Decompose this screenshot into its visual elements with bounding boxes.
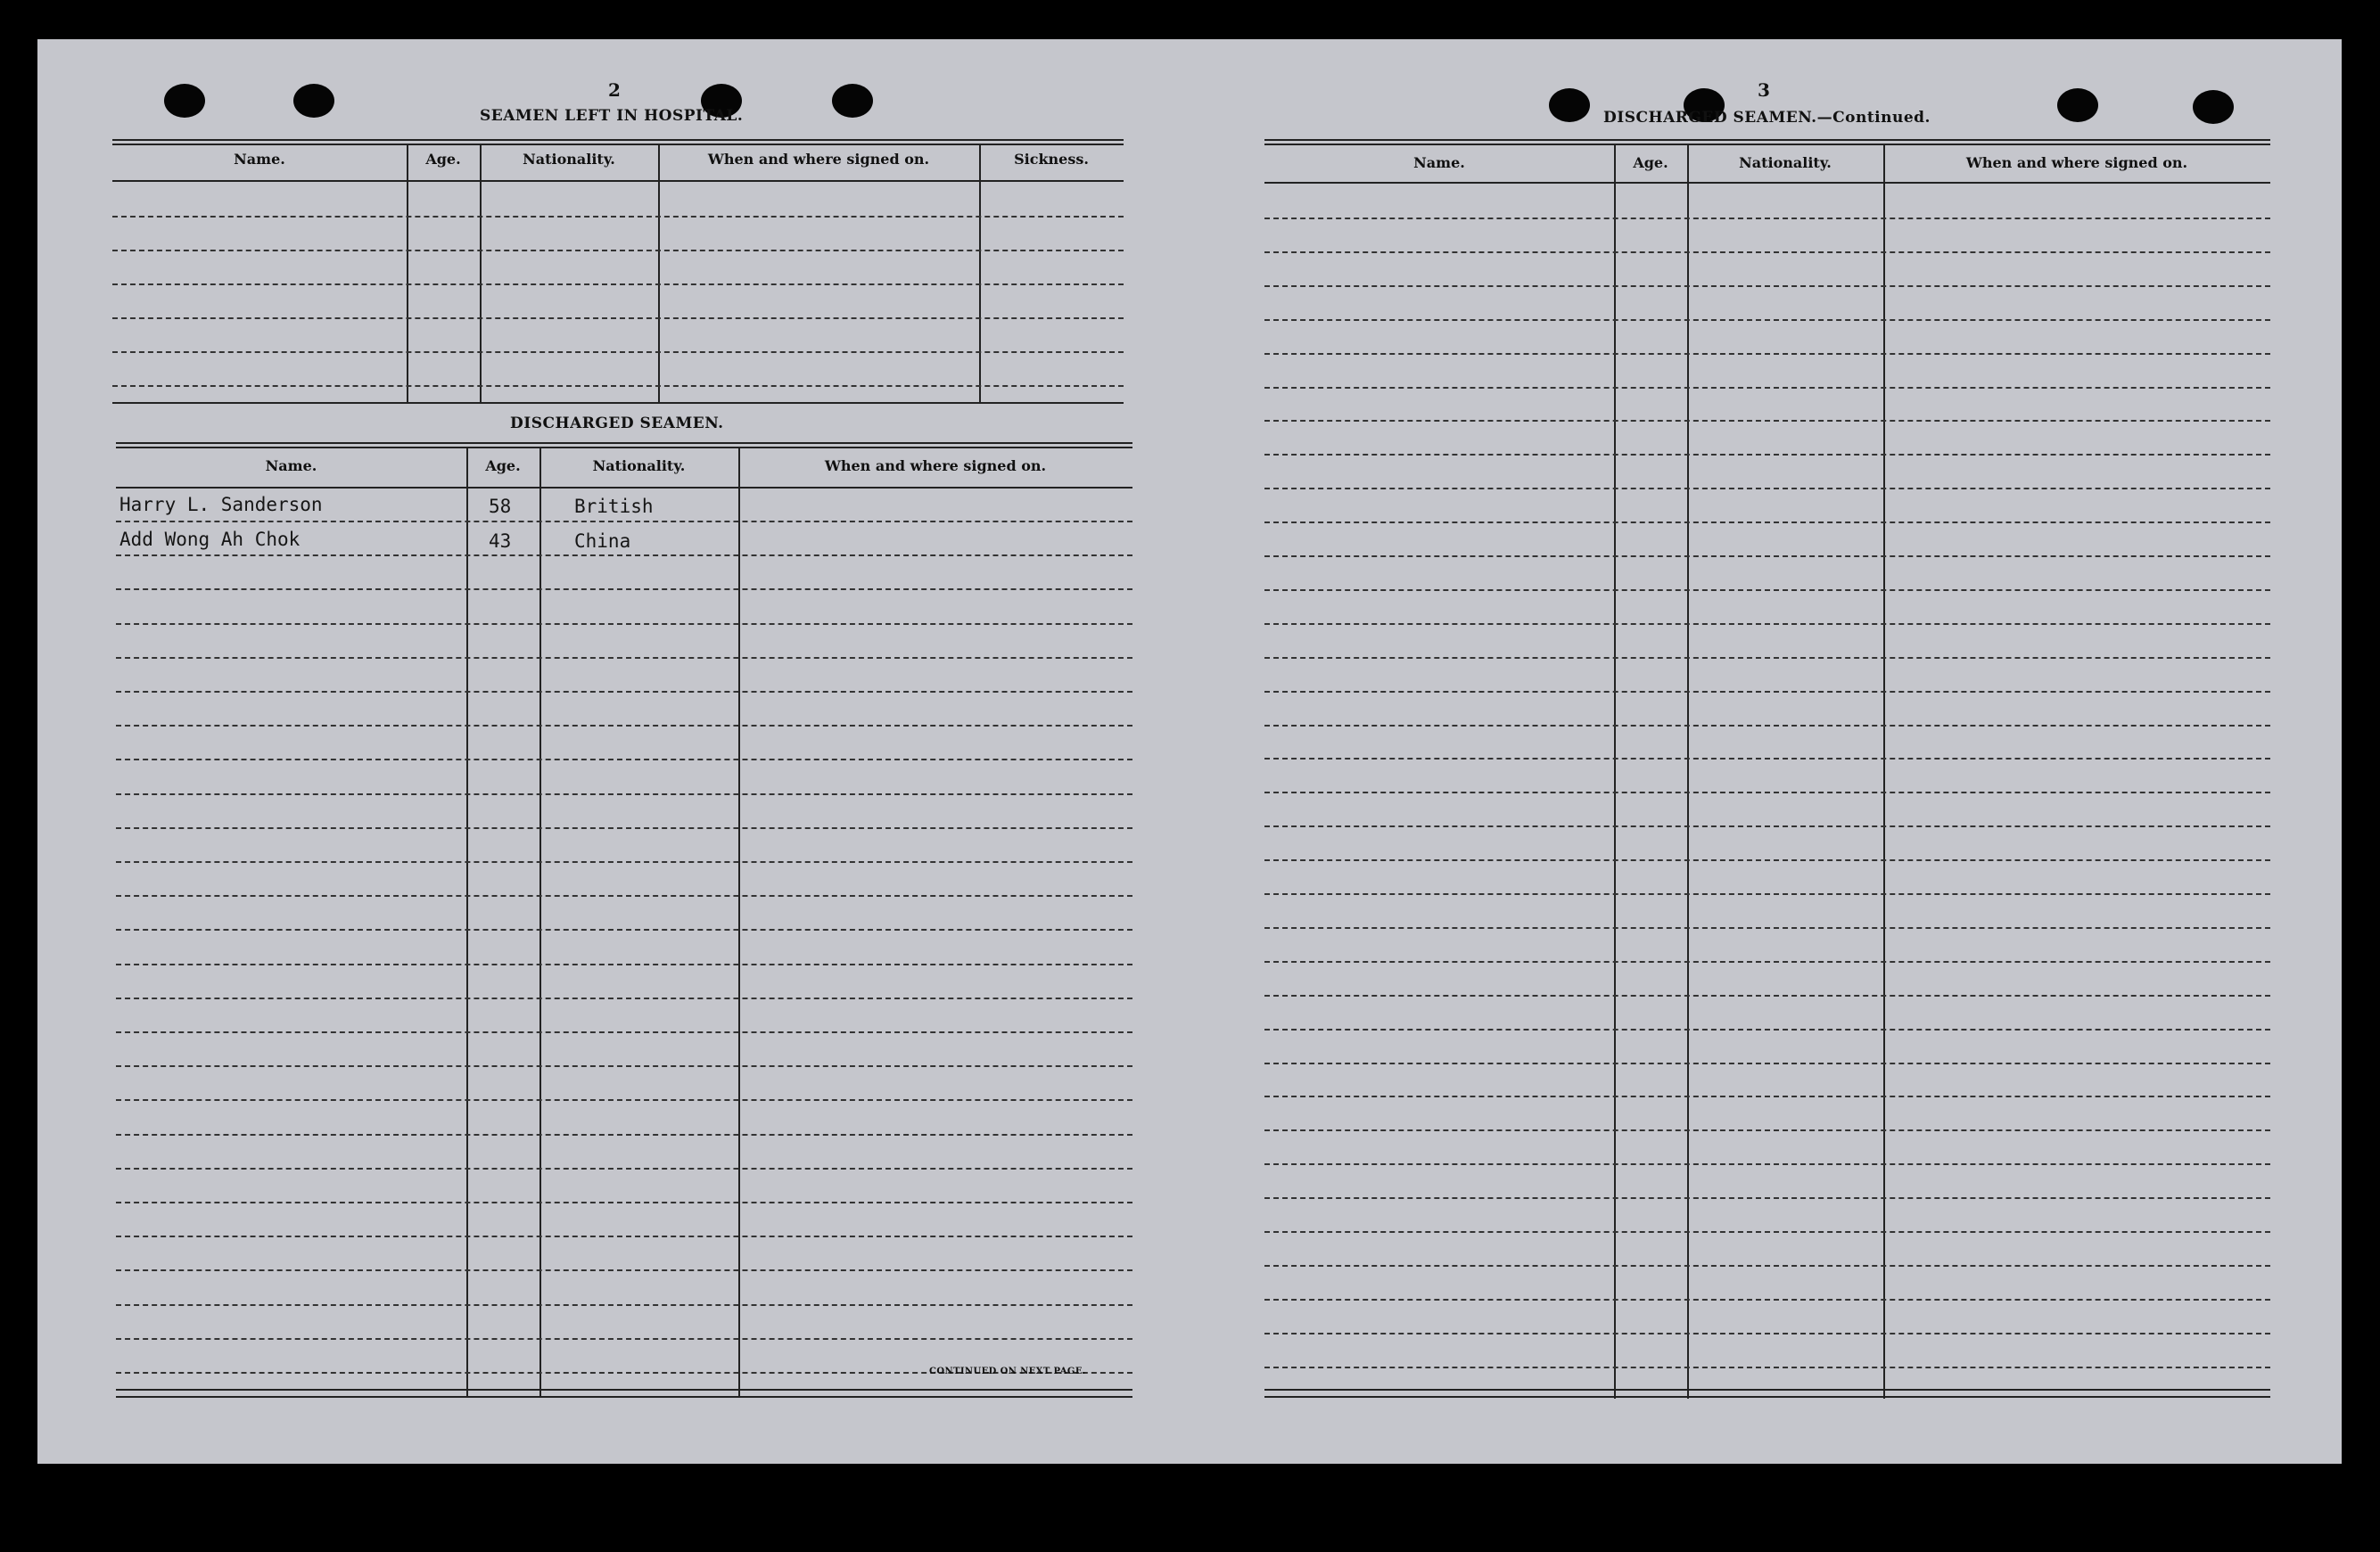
discharged-continued-table (1264, 139, 2270, 1405)
table-row-name: Add Wong Ah Chok (119, 529, 301, 550)
ruled-line (1264, 825, 2270, 827)
ruled-line (116, 1168, 1132, 1170)
ruled-line (1264, 792, 2270, 793)
ruled-line (1264, 1367, 2270, 1368)
column-header-signed-on: When and where signed on. (1965, 154, 2188, 171)
column-header-signed-on: When and where signed on. (824, 457, 1047, 474)
ruled-line (116, 623, 1132, 625)
ruled-line (116, 793, 1132, 795)
ruled-line (1264, 555, 2270, 557)
ruled-line (1264, 691, 2270, 693)
ruled-line (116, 1134, 1132, 1136)
right-section-title: DISCHARGED SEAMEN.—Continued. (1603, 109, 1931, 127)
punch-hole (1549, 88, 1590, 122)
column-header-age: Age. (425, 151, 461, 168)
punch-hole (164, 84, 205, 118)
ruled-line (1264, 353, 2270, 355)
ruled-line (1264, 454, 2270, 456)
ruled-line (1264, 961, 2270, 963)
document-sheet (37, 39, 2342, 1464)
table-row-age: 43 (489, 530, 512, 552)
ruled-line (1264, 1231, 2270, 1233)
ruled-line (116, 725, 1132, 727)
ruled-line (116, 1304, 1132, 1306)
ruled-line (1264, 488, 2270, 489)
hospital-table (112, 139, 1124, 406)
ruled-line (1264, 420, 2270, 422)
ruled-line (116, 1236, 1132, 1237)
ruled-line (116, 964, 1132, 965)
column-header-nationality: Nationality. (1739, 154, 1832, 171)
continued-footer: CONTINUED ON NEXT PAGE. (929, 1367, 1086, 1376)
ruled-line (1264, 623, 2270, 625)
punch-hole (2057, 88, 2098, 122)
column-header-name: Name. (1413, 154, 1465, 171)
ruled-line (116, 861, 1132, 863)
ruled-line (116, 998, 1132, 999)
table-row-nationality: China (574, 530, 631, 552)
table-row-nationality: British (574, 496, 654, 517)
ruled-line (116, 521, 1132, 522)
ruled-line (1264, 893, 2270, 895)
ruled-line (116, 929, 1132, 931)
ruled-line (116, 1031, 1132, 1033)
ruled-line (116, 554, 1132, 556)
ruled-line (1264, 758, 2270, 760)
column-header-name: Name. (265, 457, 317, 474)
ruled-line (116, 895, 1132, 897)
ruled-line (116, 588, 1132, 590)
discharged-table (116, 442, 1132, 1405)
ruled-line (1264, 725, 2270, 727)
punch-hole (293, 84, 334, 118)
column-header-sickness: Sickness. (1014, 151, 1089, 168)
column-header-age: Age. (1633, 154, 1668, 171)
ruled-line (1264, 1096, 2270, 1097)
ruled-line (1264, 589, 2270, 591)
ruled-line (1264, 927, 2270, 929)
ruled-line (1264, 387, 2270, 389)
table-row-name: Harry L. Sanderson (119, 494, 323, 515)
ruled-line (1264, 1197, 2270, 1199)
column-header-nationality: Nationality. (592, 457, 686, 474)
hospital-section-title: SEAMEN LEFT IN HOSPITAL. (480, 107, 744, 125)
ruled-line (1264, 1129, 2270, 1131)
punch-hole (2193, 90, 2234, 124)
ruled-line (116, 1338, 1132, 1340)
ruled-line (116, 1202, 1132, 1203)
column-header-age: Age. (485, 457, 521, 474)
ruled-line (1264, 657, 2270, 659)
ruled-line (1264, 995, 2270, 997)
ruled-line (1264, 319, 2270, 321)
ruled-line (116, 1099, 1132, 1101)
ruled-line (1264, 1299, 2270, 1301)
ruled-line (1264, 1029, 2270, 1031)
table-row-age: 58 (489, 496, 512, 517)
ruled-line (1264, 1163, 2270, 1165)
discharged-section-title: DISCHARGED SEAMEN. (510, 415, 724, 432)
ruled-line (1264, 285, 2270, 287)
column-header-nationality: Nationality. (523, 151, 615, 168)
ruled-line (116, 1269, 1132, 1271)
ruled-line (1264, 1265, 2270, 1267)
ruled-line (1264, 859, 2270, 861)
column-header-name: Name. (234, 151, 285, 168)
column-header-signed-on: When and where signed on. (707, 151, 930, 168)
ruled-line (1264, 1333, 2270, 1334)
ruled-line (116, 827, 1132, 829)
ruled-line (1264, 251, 2270, 253)
ruled-line (116, 657, 1132, 659)
punch-hole (832, 84, 873, 118)
page-number-left: 2 (608, 79, 621, 101)
ruled-line (116, 691, 1132, 693)
ruled-line (1264, 521, 2270, 523)
ruled-line (1264, 1063, 2270, 1064)
ruled-line (1264, 218, 2270, 219)
ruled-line (116, 759, 1132, 760)
ruled-line (116, 1065, 1132, 1067)
page-number-right: 3 (1758, 79, 1770, 101)
